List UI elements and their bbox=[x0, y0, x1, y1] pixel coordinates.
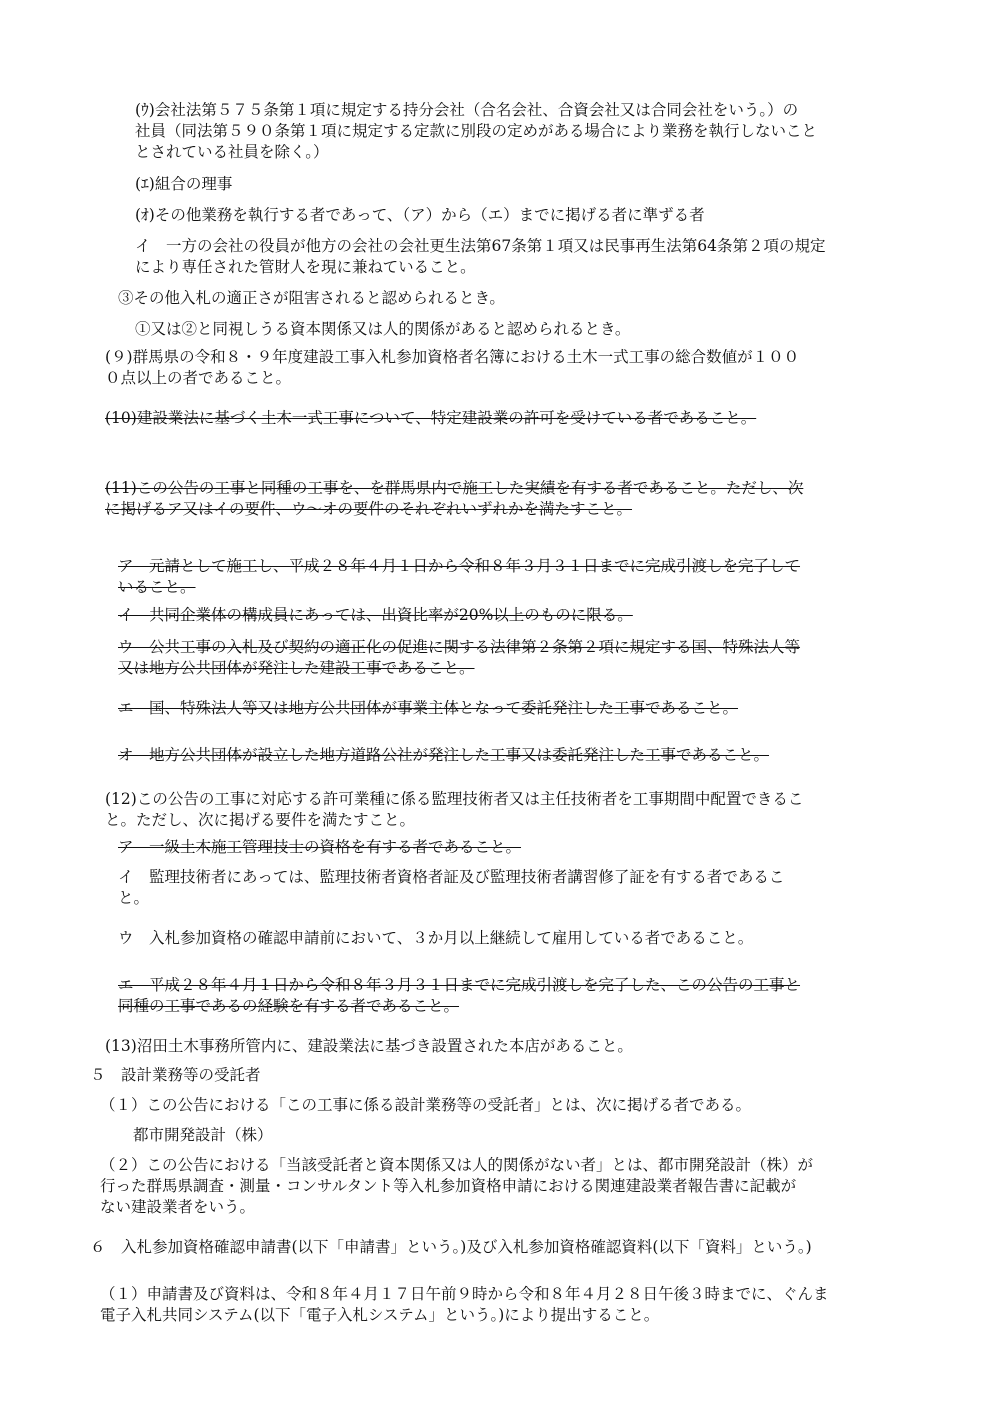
struck-text-line: イ 共同企業体の構成員にあっては、出資比率が20%以上のものに限る。 bbox=[118, 606, 633, 624]
text-line: (13)沼田土木事務所管内に、建設業法に基づき設置された本店があること。 bbox=[105, 1037, 633, 1055]
text-line: 行った群馬県調査・測量・コンサルタント等入札参加資格申請における関連建設業者報告書に記載が bbox=[100, 1177, 797, 1195]
text-line: ③その他入札の適正さが阻害されると認められるとき。 bbox=[118, 289, 505, 307]
text-line: （２）この公告における「当該受託者と資本関係又は人的関係がない者」とは、都市開発設計（株）が bbox=[100, 1156, 814, 1174]
text-line: (ｵ)その他業務を執行する者であって、（ア）から（エ）までに掲げる者に準ずる者 bbox=[135, 206, 705, 224]
text-line: 電子入札共同システム(以下「電子入札システム」という。)により提出すること。 bbox=[100, 1306, 660, 1324]
struck-text-line: ウ 公共工事の入札及び契約の適正化の促進に関する法律第２条第２項に規定する国、特殊法人等 bbox=[118, 638, 801, 656]
text-line: イ 一方の会社の役員が他方の会社の会社更生法第67条第１項又は民事再生法第64条第２項の規定 bbox=[135, 237, 826, 255]
struck-text-line: エ 国、特殊法人等又は地方公共団体が事業主体となって委託発注した工事であること。 bbox=[118, 699, 739, 717]
text-line: イ 監理技術者にあっては、監理技術者資格者証及び監理技術者講習修了証を有する者であるこ bbox=[118, 868, 785, 886]
struck-text-line: に掲げるア又はイの要件、ウ～オの要件のそれぞれいずれかを満たすこと。 bbox=[105, 500, 633, 518]
text-line: と。ただし、次に掲げる要件を満たすこと。 bbox=[105, 811, 416, 829]
struck-text-line: オ 地方公共団体が設立した地方道路公社が発注した工事又は委託発注した工事であること。 bbox=[118, 746, 770, 764]
text-line: (９)群馬県の令和８・９年度建設工事入札参加資格者名簿における土木一式工事の総合数値が１００ bbox=[105, 348, 800, 366]
struck-text-line: いること。 bbox=[118, 578, 196, 596]
text-line: ウ 入札参加資格の確認申請前において、３か月以上継続して雇用している者であること。 bbox=[118, 929, 754, 947]
text-line: により専任された管財人を現に兼ねていること。 bbox=[135, 258, 476, 276]
text-line: （１）申請書及び資料は、令和８年４月１７日午前９時から令和８年４月２８日午後３時までに、ぐんま bbox=[100, 1285, 829, 1303]
text-line: (ｴ)組合の理事 bbox=[135, 175, 233, 193]
text-line: ①又は②と同視しうる資本関係又は人的関係があると認められるとき。 bbox=[135, 320, 631, 338]
struck-text-line: 同種の工事であるの経験を有する者であること。 bbox=[118, 997, 460, 1015]
text-line: 都市開発設計（株） bbox=[133, 1126, 273, 1144]
section-heading: ５ 設計業務等の受託者 bbox=[90, 1066, 261, 1084]
struck-text-line: ア 元請として施工し、平成２８年４月１日から令和８年３月３１日までに完成引渡しを完了して bbox=[118, 557, 801, 575]
struck-text-line: (11)この公告の工事と同種の工事を、を群馬県内で施工した実績を有する者であること。ただし、次 bbox=[105, 479, 804, 497]
struck-text-line: (10)建設業法に基づく土木一式工事について、特定建設業の許可を受けている者であること。 bbox=[105, 409, 757, 427]
text-line: と。 bbox=[118, 889, 150, 907]
struck-text-line: エ 平成２８年４月１日から令和８年３月３１日までに完成引渡しを完了した、この公告の工事と bbox=[118, 976, 801, 994]
text-line: ない建設業者をいう。 bbox=[100, 1198, 256, 1216]
section-heading: ６ 入札参加資格確認申請書(以下「申請書」という。)及び入札参加資格確認資料(以下「資料」という。) bbox=[90, 1238, 812, 1256]
text-line: ０点以上の者であること。 bbox=[105, 369, 292, 387]
struck-text-line: ア 一級土木施工管理技士の資格を有する者であること。 bbox=[118, 838, 522, 856]
text-line: 社員（同法第５９０条第１項に規定する定款に別段の定めがある場合により業務を執行しないこと bbox=[135, 122, 818, 140]
text-line: (12)この公告の工事に対応する許可業種に係る監理技術者又は主任技術者を工事期間中配置できるこ bbox=[105, 790, 804, 808]
text-line: (ｳ)会社法第５７５条第１項に規定する持分会社（合名会社、合資会社又は合同会社をいう。）の bbox=[135, 101, 799, 119]
text-line: （１）この公告における「この工事に係る設計業務等の受託者」とは、次に掲げる者である。 bbox=[100, 1096, 752, 1114]
struck-text-line: 又は地方公共団体が発注した建設工事であること。 bbox=[118, 659, 475, 677]
text-line: とされている社員を除く。） bbox=[135, 143, 329, 161]
